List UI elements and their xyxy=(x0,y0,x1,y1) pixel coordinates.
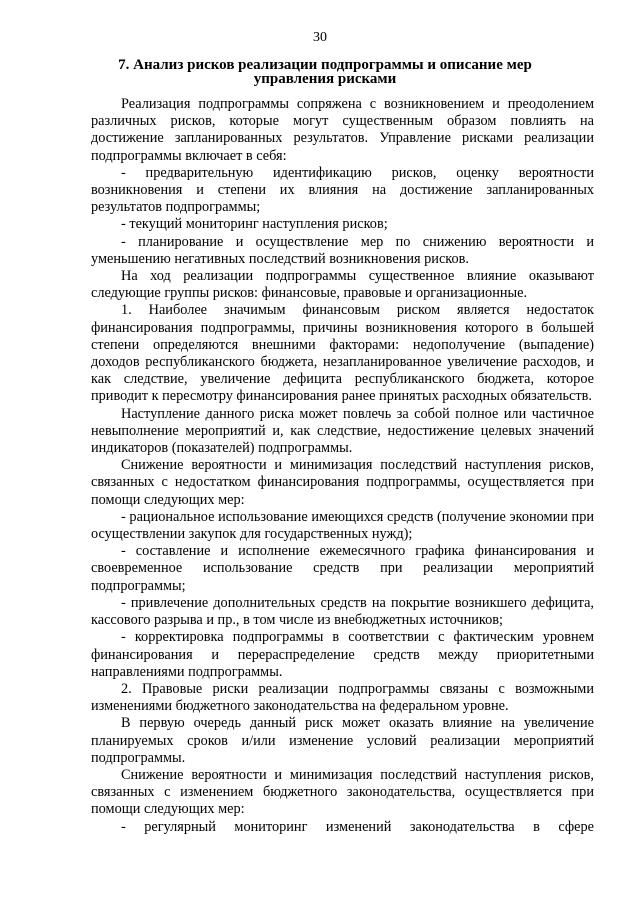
list-item: - привлечение дополнительных средств на покрытие возникшего дефицита, кассового разрыва и пр., в том числе из внебюджетных источников; xyxy=(91,594,594,629)
list-item: - рациональное использование имеющихся средств (получение экономии при осуществлении закупок для государственных нужд); xyxy=(91,508,594,543)
paragraph: 1. Наиболее значимым финансовым риском является недостаток финансирования подпрограммы, причины возникновения которого в большей степени определяются внешними факторами: недополучение (выпадение) доходов республиканского бюджета, незапланированное увеличение расходов, и как следствие, увеличение дефицита республиканского бюджета, которое приводит к пересмотру финансирования ранее принятых расходных обязательств. xyxy=(91,302,594,405)
paragraph: Снижение вероятности и минимизация последствий наступления рисков, связанных с недостатком финансирования подпрограммы, осуществляется при помощи следующих мер: xyxy=(91,457,594,508)
paragraph: На ход реализации подпрограммы существенное влияние оказывают следующие группы рисков: финансовые, правовые и организационные. xyxy=(91,268,594,302)
list-item: - корректировка подпрограммы в соответствии с фактическим уровнем финансирования и перераспределение средств между приоритетными направлениями подпрограммы. xyxy=(91,629,594,680)
list-item: - текущий мониторинг наступления рисков; xyxy=(121,216,388,233)
body-text xyxy=(91,96,594,836)
list-item: - регулярный мониторинг изменений законодательства в сфере xyxy=(121,818,594,835)
list-item: - планирование и осуществление мер по снижению вероятности и уменьшению негативных последствий возникновения рисков. xyxy=(91,233,594,267)
paragraph: В первую очередь данный риск может оказать влияние на увеличение планируемых сроков и/или изменение условий реализации мероприятий подпрограммы. xyxy=(91,715,594,766)
paragraph: Наступление данного риска может повлечь за собой полное или частичное невыполнение мероприятий и, как следствие, недостижение целевых значений индикаторов (показателей) подпрограммы. xyxy=(91,405,594,457)
page-number: 30 xyxy=(313,30,327,45)
section-title: 7. Анализ рисков реализации подпрограммы и описание мер управления рисками xyxy=(118,57,532,87)
list-item: - составление и исполнение ежемесячного графика финансирования и своевременное использование средств при реализации мероприятий подпрограммы; xyxy=(91,543,594,594)
list-item: - предварительную идентификацию рисков, оценку вероятности возникновения и степени их влияния на достижение запланированных результатов подпрограммы; xyxy=(91,164,594,216)
paragraph: Реализация подпрограммы сопряжена с возникновением и преодолением различных рисков, которые могут существенным образом повлиять на достижение запланированных результатов. Управление рисками реализации подпрограммы включает в себя: xyxy=(91,96,594,164)
paragraph: Снижение вероятности и минимизация последствий наступления рисков, связанных с изменением бюджетного законодательства, осуществляется при помощи следующих мер: xyxy=(91,766,594,818)
paragraph: 2. Правовые риски реализации подпрограммы связаны с возможными изменениями бюджетного законодательства на федеральном уровне. xyxy=(91,680,594,715)
